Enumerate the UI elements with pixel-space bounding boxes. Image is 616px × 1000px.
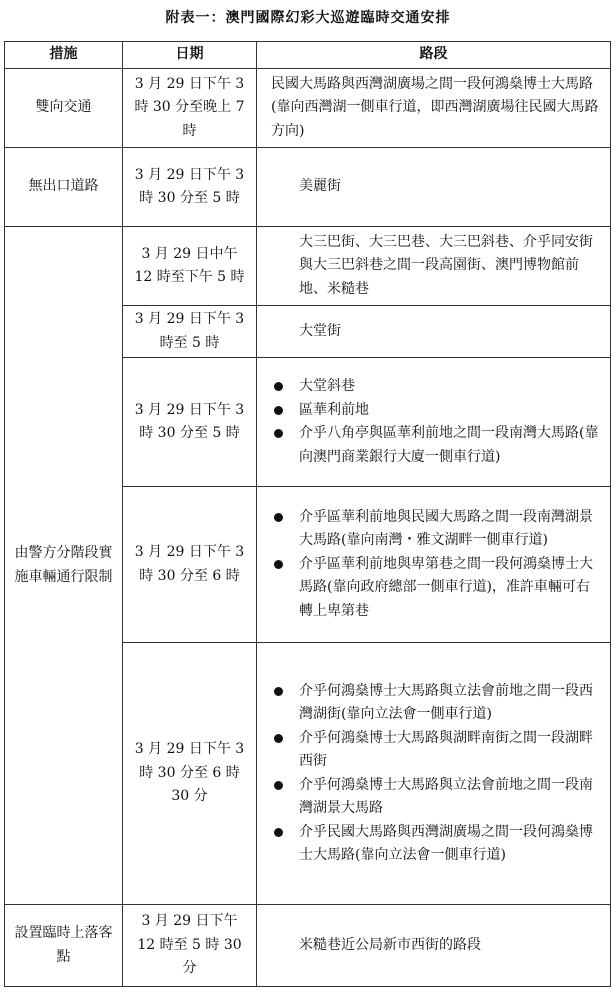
route-item-text: 介乎區華利前地與卑第巷之間一段何鴻燊博士大馬路(靠向政府總部一側車行道)，准許車輛可右轉上卑第巷 [299,555,593,619]
table-row [5,227,611,306]
table-row [5,148,611,227]
list-item [271,727,602,774]
list-item [271,774,602,821]
route-cell [257,643,611,905]
table-header-row [5,42,611,69]
bullet-icon [274,429,283,438]
date-cell: 3 月 29 日下午 3 時 30 分至 6 時 30 分 [123,643,257,905]
route-cell: 民國大馬路與西灣湖廣場之間一段何鴻燊博士大馬路(靠向西灣湖一側車行道，即西灣湖廣場往民國大馬路方向) [257,69,611,148]
bullet-icon [274,406,283,415]
traffic-arrangement-table [4,41,611,987]
list-item [271,375,602,399]
date-cell: 3 月 29 日下午 3 時至 5 時 [123,306,257,358]
header-measure: 措施 [5,42,123,69]
list-item [271,506,602,553]
route-item-text: 介乎八角亭與區華利前地之間一段南灣大馬路(靠向澳門商業銀行大廈一側車行道) [299,425,599,465]
measure-cell: 設置臨時上落客點 [5,905,123,987]
bullet-icon [274,513,283,522]
route-item-text: 區華利前地 [299,401,369,418]
bullet-icon [274,560,283,569]
list-item [271,399,602,423]
measure-cell: 無出口道路 [5,148,123,227]
route-text: 大堂街 [299,322,341,339]
date-cell: 3 月 29 日下午 3 時 30 分至 5 時 [123,148,257,227]
route-cell [257,306,611,358]
bullet-icon [274,781,283,790]
table-row [5,905,611,987]
route-item-text: 介乎民國大馬路與西灣湖廣場之間一段何鴻燊博士大馬路(靠向立法會一側車行道) [299,823,593,863]
bullet-icon [274,828,283,837]
route-list [271,375,602,469]
route-item-text: 介乎區華利前地與民國大馬路之間一段南灣湖景大馬路(靠向南灣・雅文湖畔一側車行道) [299,508,593,549]
route-text: 美麗街 [299,178,341,195]
date-cell: 3 月 29 日下午 12 時至 5 時 30 分 [123,905,257,987]
route-cell [257,358,611,487]
list-item [271,821,602,868]
header-date: 日期 [123,42,257,69]
list-item [271,680,602,727]
route-cell [257,227,611,306]
route-item-text: 大堂斜巷 [299,378,355,394]
measure-cell: 雙向交通 [5,69,123,148]
route-item-text: 介乎何鴻燊博士大馬路與立法會前地之間一段西灣湖街(靠向立法會一側車行道) [299,682,593,722]
route-text: 米糙巷近公局新市西街的路段 [299,936,481,953]
date-cell: 3 月 29 日下午 3 時 30 分至 5 時 [123,358,257,487]
list-item [271,553,602,624]
date-cell: 3 月 29 日中午 12 時至下午 5 時 [123,227,257,306]
route-text: 大三巴街、大三巴巷、大三巴斜巷、介乎同安街與大三巴斜巷之間一段高園街、澳門博物館前地、米糙巷 [299,233,593,297]
bullet-icon [274,687,283,696]
route-list [271,680,602,868]
route-list [271,506,602,624]
date-cell: 3 月 29 日下午 3 時 30 分至 6 時 [123,487,257,643]
route-cell [257,487,611,643]
bullet-icon [274,734,283,743]
page-title: 附表一：澳門國際幻彩大巡遊臨時交通安排 [165,10,451,26]
list-item [271,422,602,469]
route-item-text: 介乎何鴻燊博士大馬路與立法會前地之間一段南灣湖景大馬路 [299,776,593,816]
route-cell [257,905,611,987]
bullet-icon [274,382,283,391]
route-item-text: 介乎何鴻燊博士大馬路與湖畔南街之間一段湖畔西街 [299,729,593,769]
date-cell: 3 月 29 日下午 3 時 30 分至晚上 7 時 [123,69,257,148]
measure-cell: 由警方分階段實施車輛通行限制 [5,227,123,905]
table-row [5,69,611,148]
route-cell [257,148,611,227]
header-route: 路段 [257,42,611,69]
